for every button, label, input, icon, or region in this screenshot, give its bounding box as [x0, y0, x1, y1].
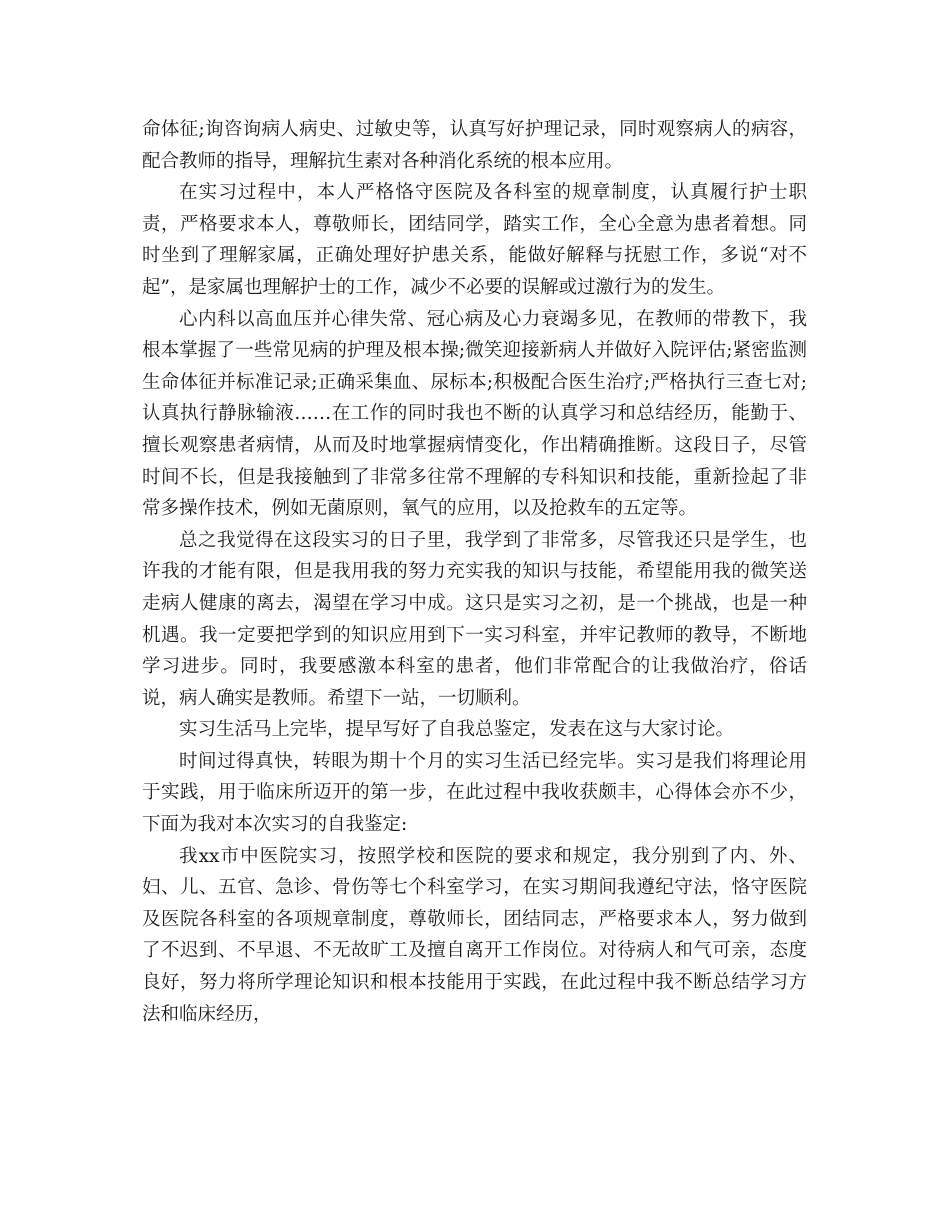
document-body [142, 114, 807, 1030]
paragraph-1: 命体征;询咨询病人病史、过敏史等，认真写好护理记录，同时观察病人的病容，配合教师的指导，理解抗生素对各种消化系统的根本应用。 [142, 119, 807, 172]
paragraph-4: 总之我觉得在这段实习的日子里，我学到了非常多，尽管我还只是学生，也许我的才能有限，但是我用我的努力充实我的知识与技能，希望能用我的微笑送走病人健康的离去，渴望在学习中成。这只是实习之初，是一个挑战，也是一种机遇。我一定要把学到的知识应用到下一实习科室，并牢记教师的教导，不断地学习进步。同时，我要感激本科室的患者，他们非常配合的让我做治疗，俗话说，病人确实是教师。希望下一站，一切顺利。 [142, 529, 807, 709]
paragraph-5: 实习生活马上完毕，提早写好了自我总鉴定，发表在这与大家讨论。 [179, 719, 735, 741]
paragraph-6: 时间过得真快，转眼为期十个月的实习生活已经完毕。实习是我们将理论用于实践，用于临床所迈开的第一步，在此过程中我收获颇丰，心得体会亦不少，下面为我对本次实习的自我鉴定: [142, 750, 807, 836]
paragraph-2: 在实习过程中，本人严格恪守医院及各科室的规章制度，认真履行护士职责，严格要求本人，尊敬师长，团结同学，踏实工作，全心全意为患者着想。同时坐到了理解家属，正确处理好护患关系，能做好解释与抚慰工作，多说“对不起”，是家属也理解护士的工作，减少不必要的误解或过激行为的发生。 [142, 182, 807, 298]
paragraph-3: 心内科以高血压并心律失常、冠心病及心力衰竭多见，在教师的带教下，我根本掌握了一些常见病的护理及根本操;微笑迎接新病人并做好入院评估;紧密监测生命体征并标准记录;正确采集血、尿标本;积极配合医生治疗;严格执行三查七对;认真执行静脉输液……在工作的同时我也不断的认真学习和总结经历，能勤于、擅长观察患者病情，从而及时地掌握病情变化，作出精确推断。这段日子，尽管时间不长，但是我接触到了非常多往常不理解的专科知识和技能，重新捡起了非常多操作技术，例如无菌原则，氧气的应用，以及抢救车的五定等。 [142, 308, 807, 520]
paragraph-7: 我xx市中医院实习，按照学校和医院的要求和规定，我分别到了内、外、妇、儿、五官、急诊、骨伤等七个科室学习，在实习期间我遵纪守法，恪守医院及医院各科室的各项规章制度，尊敬师长，团结同志，严格要求本人，努力做到了不迟到、不早退、不无故旷工及擅自离开工作岗位。对待病人和气可亲，态度良好，努力将所学理论知识和根本技能用于实践，在此过程中我不断总结学习方法和临床经历， [142, 845, 807, 1025]
